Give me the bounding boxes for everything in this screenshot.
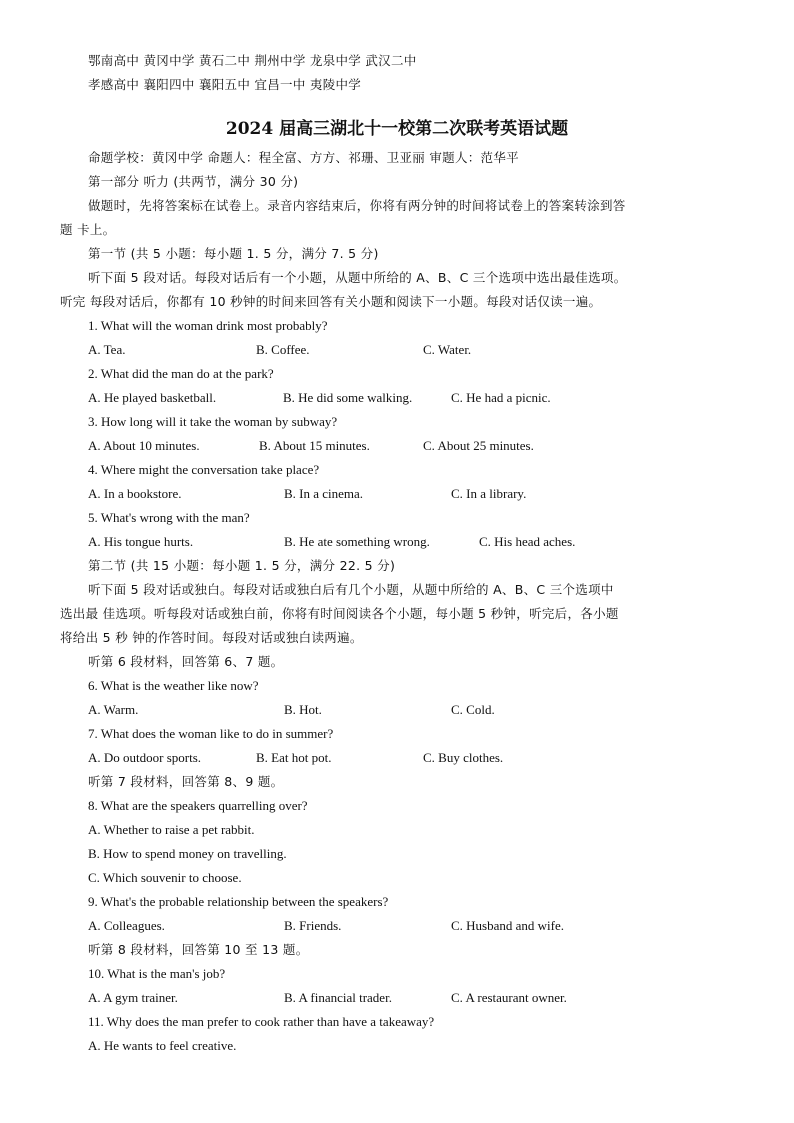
question-6: 6. What is the weather like now?: [88, 678, 259, 693]
option-c: C. Husband and wife.: [451, 918, 565, 933]
question-2: 2. What did the man do at the park?: [88, 366, 274, 381]
section1-intro-line-1: 听下面 5 段对话。每段对话后有一个小题，从题中所给的 A、B、C 三个选项中选出最佳选项。: [88, 270, 627, 285]
option-c: C. Water.: [423, 342, 472, 357]
option-c: C. In a library.: [451, 486, 527, 501]
section2-intro-line-2: 选出最 佳选项。听每段对话或独白前，你将有时间阅读各个小题，每小题 5 秒钟，听完后，各小题: [60, 606, 619, 621]
option-c: C. His head aches.: [479, 534, 576, 549]
question-11: 11. Why does the man prefer to cook rather than have a takeaway?: [88, 1014, 435, 1029]
option-a: A. His tongue hurts.: [88, 534, 194, 549]
question-7: 7. What does the woman like to do in summer?: [88, 726, 334, 741]
question-3: 3. How long will it take the woman by subway?: [88, 414, 338, 429]
section2-heading: 第二节 (共 15 小题：每小题 1. 5 分，满分 22. 5 分): [88, 558, 396, 573]
section1-heading: 第一节 (共 5 小题：每小题 1. 5 分，满分 7. 5 分): [88, 246, 379, 261]
question-8-option-a: A. Whether to raise a pet rabbit.: [88, 822, 255, 837]
question-4: 4. Where might the conversation take place?: [88, 462, 320, 477]
authors-line: 命题学校：黄冈中学 命题人：程全富、方方、祁珊、卫亚丽 审题人：范华平: [88, 150, 519, 165]
option-b: B. About 15 minutes.: [259, 438, 370, 453]
exam-title: 2024 届高三湖北十一校第二次联考英语试题: [225, 119, 569, 139]
question-11-option-a: A. He wants to feel creative.: [88, 1038, 237, 1053]
option-a: A. Colleagues.: [88, 918, 165, 933]
option-c: C. He had a picnic.: [451, 390, 551, 405]
schools-line-1: 鄂南高中 黄冈中学 黄石二中 荆州中学 龙泉中学 武汉二中: [88, 53, 417, 68]
question-10: 10. What is the man's job?: [88, 966, 226, 981]
part1-intro-line-1: 做题时，先将答案标在试卷上。录音内容结束后，你将有两分钟的时间将试卷上的答案转涂到答: [88, 198, 626, 213]
option-b: B. A financial trader.: [284, 990, 392, 1005]
option-c: C. Cold.: [451, 702, 495, 717]
section1-intro-line-2: 听完 每段对话后，你都有 10 秒钟的时间来回答有关小题和阅读下一小题。每段对话仅读一遍。: [60, 294, 602, 309]
option-a: A. Do outdoor sports.: [88, 750, 202, 765]
option-c: C. About 25 minutes.: [423, 438, 534, 453]
option-c: C. Buy clothes.: [423, 750, 504, 765]
option-a: A. About 10 minutes.: [88, 438, 200, 453]
section2-intro-line-1: 听下面 5 段对话或独白。每段对话或独白后有几个小题，从题中所给的 A、B、C 三个选项中: [88, 582, 614, 597]
option-b: B. In a cinema.: [284, 486, 364, 501]
option-a: A. In a bookstore.: [88, 486, 182, 501]
material-8-instruction: 听第 8 段材料，回答第 10 至 13 题。: [88, 942, 309, 957]
section2-intro-line-3: 将给出 5 秒 钟的作答时间。每段对话或独白读两遍。: [60, 630, 363, 645]
material-6-instruction: 听第 6 段材料，回答第 6、7 题。: [88, 654, 284, 669]
part1-heading: 第一部分 听力 (共两节，满分 30 分): [88, 174, 299, 189]
question-8-option-b: B. How to spend money on travelling.: [88, 846, 287, 861]
part1-intro-line-2: 题 卡上。: [60, 222, 116, 237]
question-8: 8. What are the speakers quarrelling over?: [88, 798, 308, 813]
option-a: A. A gym trainer.: [88, 990, 178, 1005]
schools-line-2: 孝感高中 襄阳四中 襄阳五中 宜昌一中 夷陵中学: [88, 77, 362, 92]
question-1: 1. What will the woman drink most probably?: [88, 318, 328, 333]
question-8-option-c: C. Which souvenir to choose.: [88, 870, 242, 885]
option-c: C. A restaurant owner.: [451, 990, 567, 1005]
question-5: 5. What's wrong with the man?: [88, 510, 250, 525]
option-b: B. Coffee.: [256, 342, 310, 357]
option-b: B. Eat hot pot.: [256, 750, 332, 765]
option-b: B. He ate something wrong.: [284, 534, 430, 549]
option-a: A. He played basketball.: [88, 390, 217, 405]
option-b: B. He did some walking.: [283, 390, 413, 405]
question-9: 9. What's the probable relationship between the speakers?: [88, 894, 389, 909]
option-a: A. Warm.: [88, 702, 139, 717]
option-b: B. Hot.: [284, 702, 322, 717]
option-a: A. Tea.: [88, 342, 126, 357]
material-7-instruction: 听第 7 段材料，回答第 8、9 题。: [88, 774, 284, 789]
option-b: B. Friends.: [284, 918, 342, 933]
